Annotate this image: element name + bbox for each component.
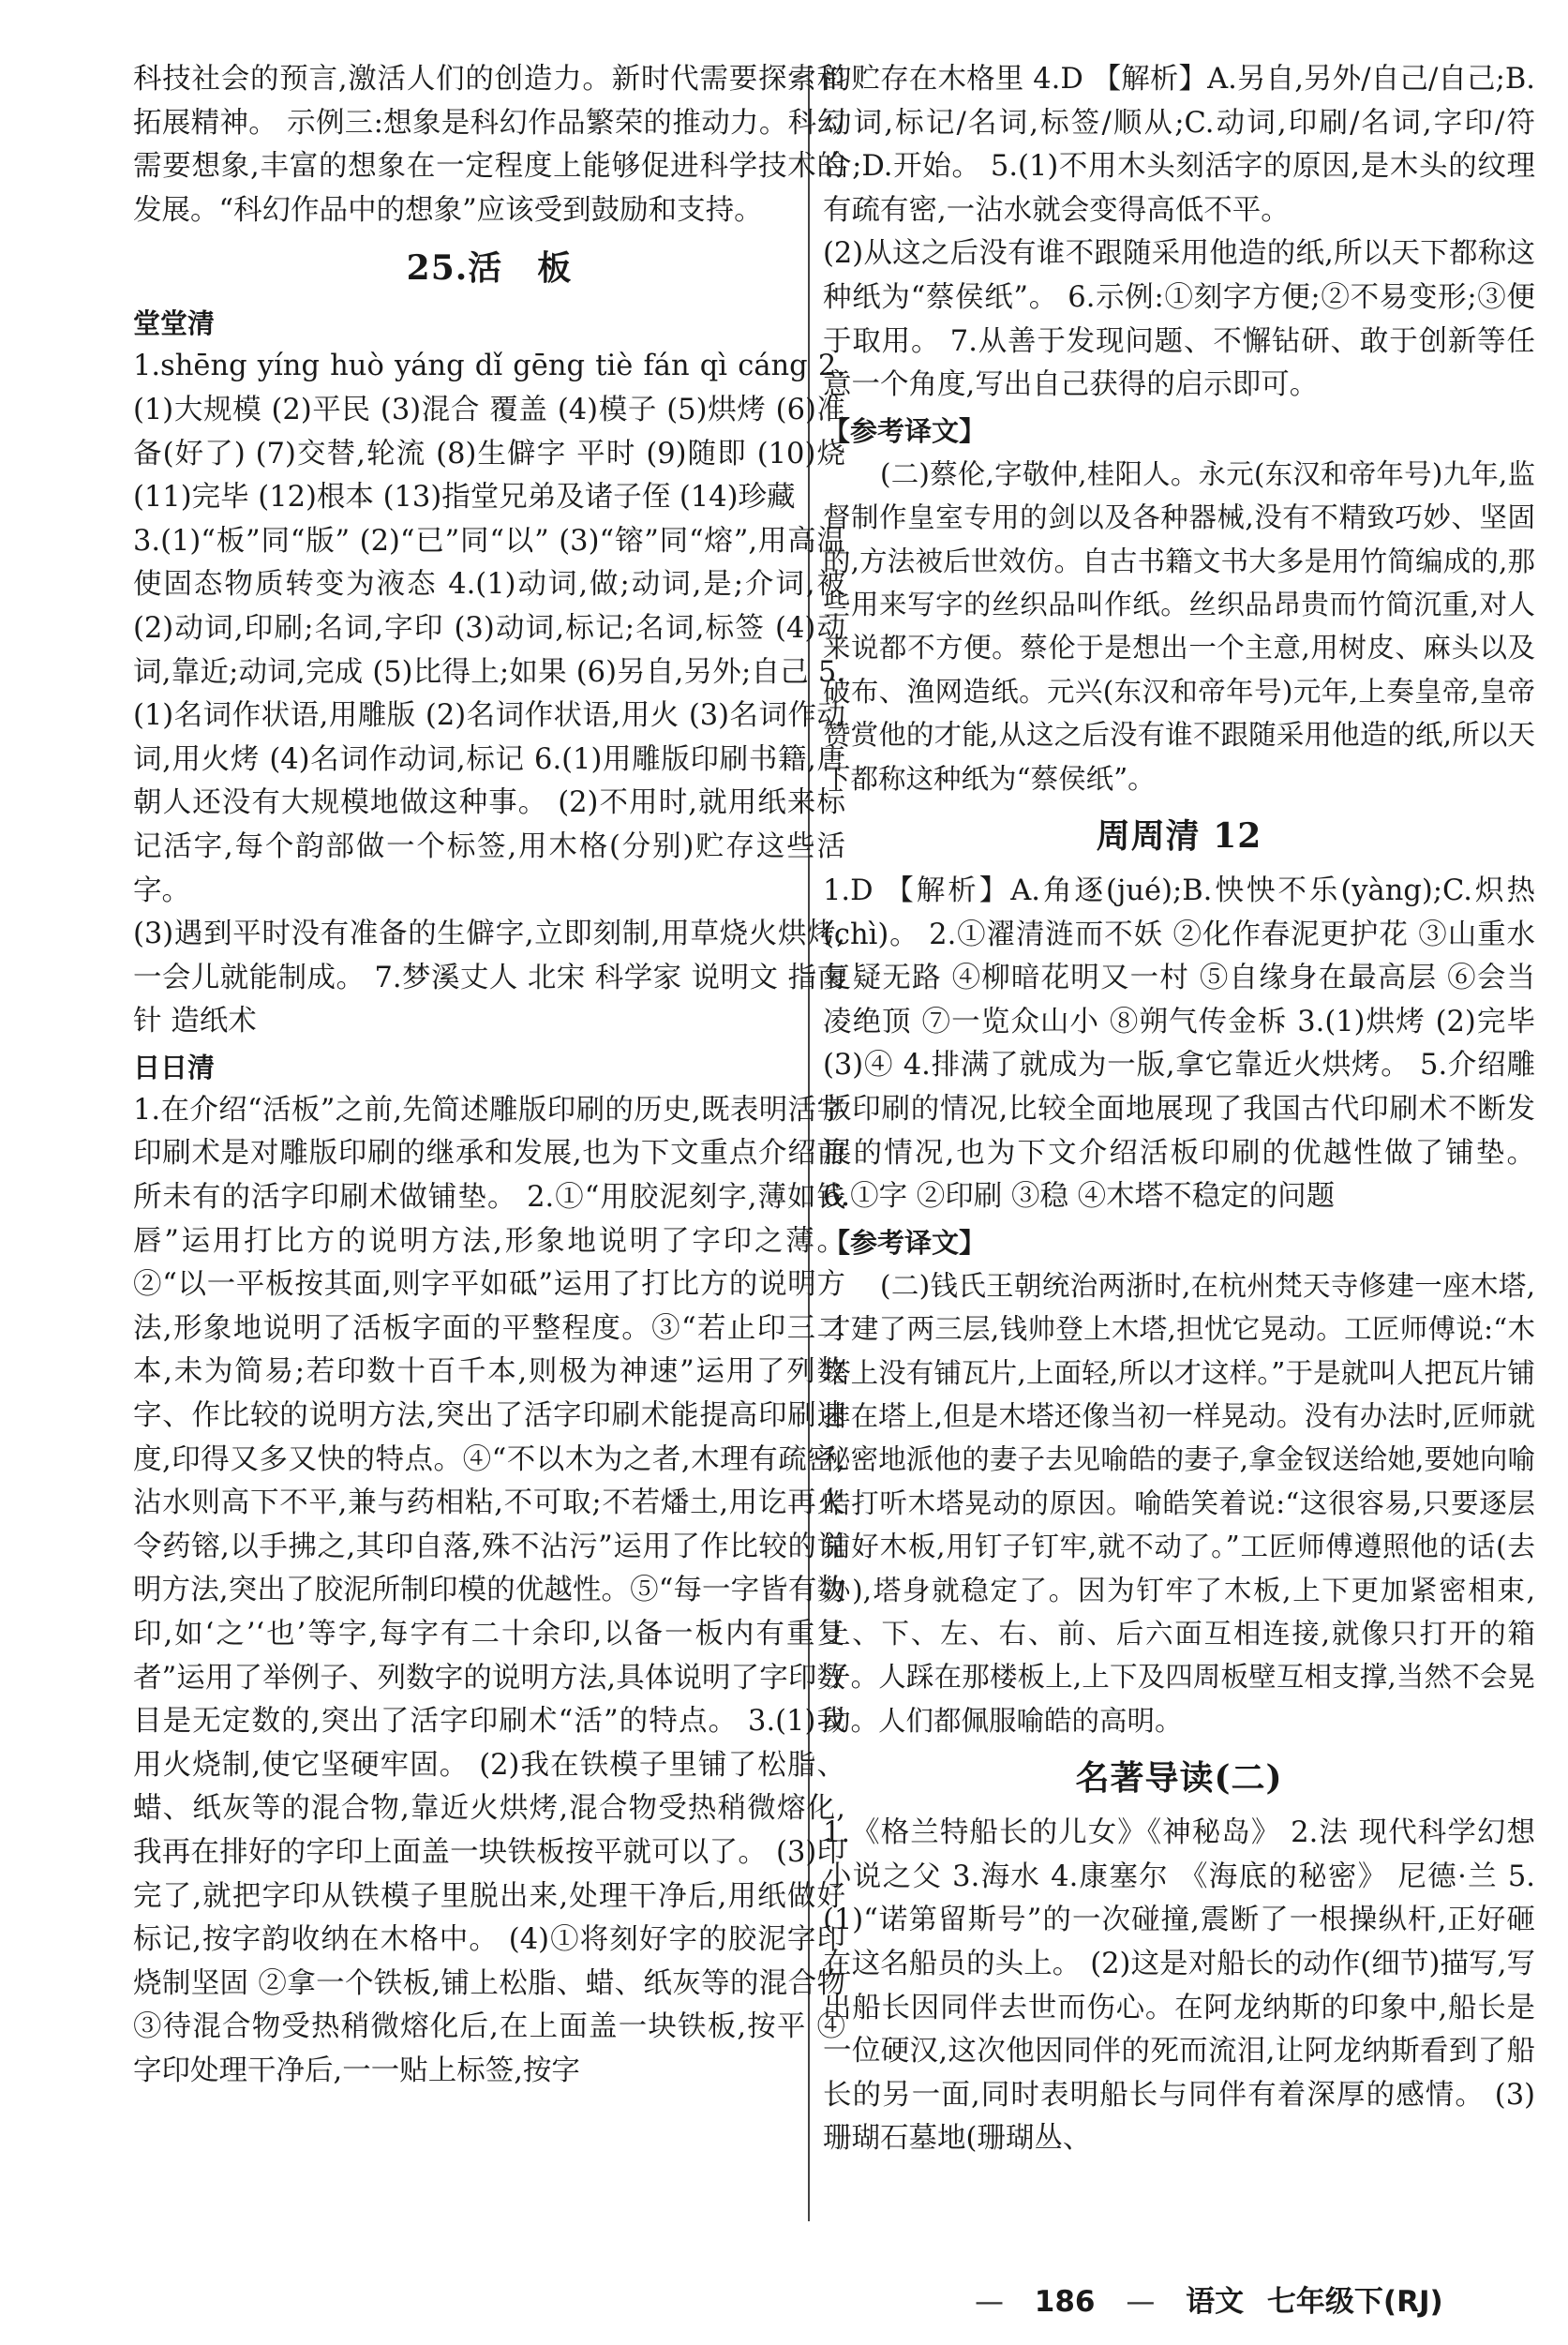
classic-reading-title: 名著导读(二) <box>1075 1758 1283 1799</box>
riri-answer: 1.在介绍“活板”之前,先简述雕版印刷的历史,既表明活字印刷术是对雕版印刷的继承和发展,也为下文重点介绍前所未有的活字印刷术做铺垫。 2.①“用胶泥刻字,薄如钱唇”运用打比方的说明方法,形象地说明了字印之薄。②“以一平板按其面,则字平如砥”运用了打比方的说明方法,形象地说明了活板字面的平整程度。③“若止印三二本,未为简易;若印数十百千本,则极为神速”运用了列数字、作比较的说明方法,突出了活字印刷术能提高印刷速度,印得又多又快的特点。④“不以木为之者,木理有疏密,沾水则高下不平,兼与药相粘,不可取;不若燔土,用讫再火令药镕,以手拂之,其印自落,殊不沾污”运用了作比较的说明方法,突出了胶泥所制印模的优越性。⑤“每一字皆有数印,如‘之’‘也’等字,每字有二十余印,以备一板内有重复者”运用了举例子、列数字的说明方法,具体说明了字印数目是无定数的,突出了活字印刷术“活”的特点。 3.(1)我用火烧制,使它坚硬牢固。 (2)我在铁模子里铺了松脂、蜡、纸灰等的混合物,靠近火烘烤,混合物受热稍微熔化,我再在排好的字印上面盖一块铁板按平就可以了。 (3)印完了,就把字印从铁模子里脱出来,处理干净后,用纸做好标记,按字韵收纳在木格中。 (4)①将刻好字的胶泥字印烧制坚固 ②拿一个铁板,铺上松脂、蜡、纸灰等的混合物 ③待混合物受热稍微熔化后,在上面盖一块铁板,按平 ④字印处理干净后,一一贴上标签,按字 <box>133 1093 845 2087</box>
answer-continuation-2: (2)从这之后没有谁不跟随采用他造的纸,所以天下都称这种纸为“蔡侯纸”。 6.示例:①刻字方便;②不易变形;③便于取用。 7.从善于发现问题、不懈钻研、敢于创新等任意一个角度,写出自己获得的启示即可。 <box>823 237 1535 402</box>
footer-dash-right: — <box>1126 2285 1156 2319</box>
classic-reading-answer: 1.《格兰特船长的儿女》《神秘岛》 2.法 现代科学幻想小说之父 3.海水 4.康塞尔 《海底的秘密》 尼德·兰 5.(1)“诺第留斯号”的一次碰撞,震断了一根操纵杆,正好砸在这名船员的头上。 (2)这是对船长的动作(细节)描写,写出船长因同伴去世而伤心。在阿龙纳斯的印象中,船长是一位硬汉,这次他因同伴的死而流泪,让阿龙纳斯看到了船长的另一面,同时表明船长与同伴有着深厚的感情。 (3)珊瑚石墓地(珊瑚丛、 <box>823 1816 1535 2156</box>
reference-translation-label: 【参考译文】 <box>823 414 987 447</box>
tangtang-answer: (3)遇到平时没有准备的生僻字,立即刻制,用草烧火烘烤,一会儿就能制成。 7.梦溪丈人 北宋 科学家 说明文 指南针 造纸术 <box>133 918 845 1038</box>
lesson-title: 25.活 板 <box>406 248 573 289</box>
reference-translation-label-2: 【参考译文】 <box>823 1226 987 1259</box>
right-column <box>823 58 1535 2161</box>
footer-dash-left: — <box>975 2285 1004 2319</box>
footer-grade: 七年级下(RJ) <box>1266 2285 1443 2319</box>
answer-continuation: 韵贮存在木格里 4.D 【解析】A.另自,另外/自己/自己;B.动词,标记/名词,标签/顺从;C.动词,印刷/名词,字印/符合;D.开始。 5.(1)不用木头刻活字的原因,是木头的纹理有疏有密,一沾水就会变得高低不平。 <box>823 63 1535 227</box>
riri-label: 日日清 <box>133 1051 216 1083</box>
tangtang-answer: 3.(1)“板”同“版” (2)“已”同“以” (3)“镕”同“熔”,用高温使固态物质转变为液态 4.(1)动词,做;动词,是;介词,被 (2)动词,印刷;名词,字印 (3)动词,标记;名词,标签 (4)动词,靠近;动词,完成 (5)比得上;如果 (6)另自,另外;自己 5.(1)名词作状语,用雕版 (2)名词作状语,用火 (3)名词作动词,用火烤 (4)名词作动词,标记 6.(1)用雕版印刷书籍,唐朝人还没有大规模地做这种事。 (2)不用时,就用纸来标记活字,每个韵部做一个标签,用木格(分别)贮存这些活字。 <box>133 524 845 907</box>
reference-translation: (二)蔡伦,字敬仲,桂阳人。永元(东汉和帝年号)九年,监督制作皇室专用的剑以及各种器械,没有不精致巧妙、坚固的,方法被后世效仿。自古书籍文书大多是用竹简编成的,那些用来写字的丝织品叫作纸。丝织品昂贵而竹简沉重,对人来说都不方便。蔡伦于是想出一个主意,用树皮、麻头以及破布、渔网造纸。元兴(东汉和帝年号)元年,上奏皇帝,皇帝赞赏他的才能,从这之后没有谁不跟随采用他造的纸,所以天下都称这种纸为“蔡侯纸”。 <box>823 457 1535 795</box>
weekly-answer: 1.D 【解析】A.角逐(jué);B.怏怏不乐(yàng);C.炽热(chì)。 2.①濯清涟而不妖 ②化作春泥更护花 ③山重水复疑无路 ④柳暗花明又一村 ⑤自缘身在最高层 ⑥会当凌绝顶 ⑦一览众山小 ⑧朔气传金柝 3.(1)烘烤 (2)完毕 (3)④ 4.排满了就成为一版,拿它靠近火烘烤。 5.介绍雕版印刷的情况,比较全面地展现了我国古代印刷术不断发展的情况,也为下文介绍活板印刷的优越性做了铺垫。 6.①字 ②印刷 ③稳 ④木塔不稳定的问题 <box>823 874 1535 1214</box>
tangtang-label: 堂堂清 <box>133 307 216 340</box>
tangtang-answer: 1.shēng yíng huò yáng dǐ gēng tiè fán qì cáng 2.(1)大规模 (2)平民 (3)混合 覆盖 (4)模子 (5)烘烤 (6)准备(好了) (7)交替,轮流 (8)生僻字 平时 (9)随即 (10)烧 (11)完毕 (12)根本 (13)指堂兄弟及诸子侄 (14)珍藏 <box>133 350 845 515</box>
weekly-title: 周周清 12 <box>1096 816 1262 856</box>
left-column <box>133 58 845 2094</box>
reference-translation-2: (二)钱氏王朝统治两浙时,在杭州梵天寺修建一座木塔,才建了两三层,钱帅登上木塔,担忧它晃动。工匠师傅说:“木塔上没有铺瓦片,上面轻,所以才这样。”于是就叫人把瓦片铺排在塔上,但是木塔还像当初一样晃动。没有办法时,匠师就秘密地派他的妻子去见喻皓的妻子,拿金钗送给她,要她向喻皓打听木塔晃动的原因。喻皓笑着说:“这很容易,只要逐层铺好木板,用钉子钉牢,就不动了。”工匠师傅遵照他的话(去办),塔身就稳定了。因为钉牢了木板,上下更加紧密相束,上、下、左、右、前、后六面互相连接,就像只打开的箱子。人踩在那楼板上,上下及四周板壁互相支撑,当然不会晃动。人们都佩服喻皓的高明。 <box>823 1269 1535 1737</box>
intro-paragraph: 科技社会的预言,激活人们的创造力。新时代需要探索和拓展精神。 示例三:想象是科幻作品繁荣的推动力。科幻需要想象,丰富的想象在一定程度上能够促进科学技术的发展。“科幻作品中的想象”应该受到鼓励和支持。 <box>133 63 845 227</box>
page-number: 186 <box>1034 2285 1096 2319</box>
footer-subject: 语文 <box>1186 2285 1245 2319</box>
page-footer <box>975 2278 1443 2320</box>
